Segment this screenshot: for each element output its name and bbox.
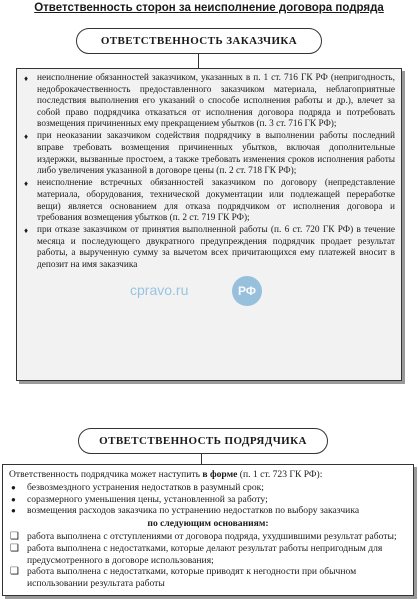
square-bullet-icon: ❑ — [10, 530, 19, 542]
ground-item-text: работа выполнена с недостатками, которые делают результат работы непригодным для предусмотренного в договоре использования; — [27, 542, 383, 566]
watermark-text: cpravo.ru — [130, 282, 189, 298]
page-title: Ответственность сторон за неисполнение договора подряда — [34, 2, 384, 14]
ground-item-text: работа выполнена с недостатками, которые приводят к негодности при обычном использовании результата работы — [27, 566, 357, 590]
contractor-forms-list — [9, 482, 407, 517]
customer-item-text: при отказе заказчиком от принятия выполненной работы (п. 6 ст. 720 ГК РФ) в течение месяца и последующего двукратного предупреждения подрядчик продает результат работы, а вырученную сумму за вычетом всех причитающихся ему платежей вносит в депозит на имя заказчика — [37, 225, 395, 270]
round-bullet-icon: ● — [11, 506, 16, 516]
contractor-section-heading — [78, 428, 328, 454]
customer-connector-line — [198, 52, 199, 68]
round-bullet-icon: ● — [11, 482, 16, 492]
watermark-badge-label: РФ — [237, 284, 257, 298]
customer-item-text: неисполнение встречных обязанностей заказчиком по договору (непредставление материала, оборудования, технической документации или подлежащей переработке вещи) является основанием для отказа подрядчиком от исполнения договора и требования возмещения убытков (п. 2 ст. 719 ГК РФ); — [37, 178, 395, 224]
diamond-bullet-icon: ♦ — [24, 132, 29, 142]
grounds-heading: по следующим основаниям: — [147, 518, 269, 530]
customer-item — [21, 131, 395, 177]
form-item — [9, 482, 407, 494]
diamond-bullet-icon: ♦ — [24, 179, 29, 189]
square-bullet-icon: ❑ — [10, 566, 19, 578]
customer-responsibility-list — [21, 73, 395, 272]
customer-item-text: неисполнение обязанностей заказчиком, указанных в п. 1 ст. 716 ГК РФ (непригодность, недоброкачественность предоставленного заказчиком материала, неблагоприятные последствия выполнения его указаний о способе исполнения работы и др.), влечет за собой право подрядчика отказаться от исполнения договора подряда и потребовать возмещения причиненных ему прекращением убытков (п. 3 ст. 716 ГК РФ); — [37, 73, 395, 130]
form-item — [9, 494, 407, 506]
ground-item — [9, 531, 407, 543]
diamond-bullet-icon: ♦ — [24, 74, 29, 83]
contractor-intro-bold: в форме — [202, 469, 238, 480]
customer-section-heading — [76, 28, 322, 54]
contractor-intro — [9, 469, 407, 481]
customer-item-text: при неоказании заказчиком содействия подрядчику в выполнении работы последний вправе требовать возмещения причиненных убытков, включая дополнительные издержки, вызванные простоем, а также требовать изменения сроков исполнения работы либо увеличения указанной в договоре цены (п. 2 ст. 718 ГК РФ); — [37, 131, 395, 177]
customer-heading-label: ОТВЕТСТВЕННОСТЬ ЗАКАЗЧИКА — [100, 35, 298, 47]
ground-item — [9, 566, 407, 590]
ground-item-text: работа выполнена с отступлениями от договора подряда, ухудшившими результат работы; — [27, 530, 397, 542]
contractor-responsibility-box — [2, 464, 414, 596]
customer-item — [21, 225, 395, 271]
contractor-heading-label: ОТВЕТСТВЕННОСТЬ ПОДРЯДЧИКА — [99, 435, 307, 447]
form-item — [9, 505, 407, 517]
contractor-intro-end: (п. 1 ст. 723 ГК РФ): — [237, 469, 323, 480]
contractor-intro-text: Ответственность подрядчика может наступить — [9, 469, 203, 480]
ground-item — [9, 543, 407, 567]
form-item-text: безвозмездного устранения недостатков в разумный срок; — [27, 481, 264, 493]
round-bullet-icon: ● — [11, 494, 16, 504]
form-item-text: возмещения расходов заказчика по устранению недостатков по выбору заказчика — [27, 505, 360, 517]
customer-item — [21, 178, 395, 224]
contractor-grounds-list — [9, 531, 407, 590]
form-item-text: соразмерного уменьшения цены, установленной за работу; — [27, 493, 268, 505]
watermark-badge — [232, 276, 262, 306]
customer-item — [21, 73, 395, 131]
square-bullet-icon: ❑ — [10, 542, 19, 554]
diamond-bullet-icon: ♦ — [24, 226, 29, 236]
customer-responsibility-box — [16, 68, 402, 381]
